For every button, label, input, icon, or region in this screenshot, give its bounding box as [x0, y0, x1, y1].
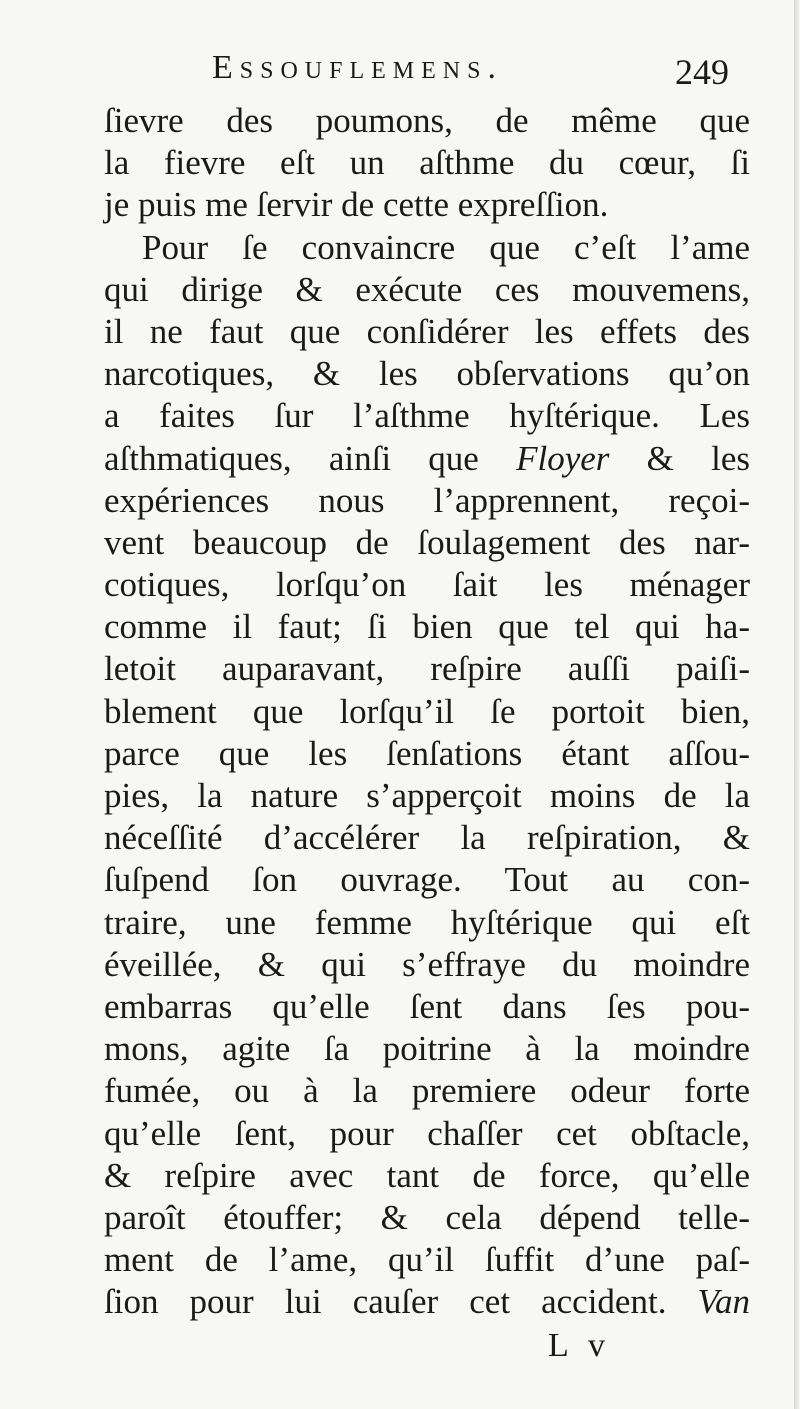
text-line: narcotiques, & les obſervations qu’on [104, 354, 750, 394]
text-line: la fievre eſt un aſthme du cœur, ſi [104, 143, 750, 183]
text-line: letoit auparavant, reſpire auſſi paiſi- [104, 649, 750, 689]
text-line: Pour ſe convaincre que c’eſt l’ame [142, 227, 750, 267]
catchword-signature: L v [548, 1327, 612, 1364]
text-line: ſuſpend ſon ouvrage. Tout au con- [104, 860, 750, 900]
text-line: éveillée, & qui s’effraye du moindre [104, 944, 750, 984]
text-line: expériences nous l’apprennent, reçoi- [104, 480, 750, 520]
text-line: traire, une femme hyſtérique qui eſt [104, 902, 750, 942]
text-line: vent beaucoup de ſoulagement des nar- [104, 522, 750, 562]
text-line: ment de l’ame, qu’il ſuffit d’une paſ- [104, 1240, 750, 1280]
italic-name: Floyer [516, 438, 610, 478]
text-line: ſion pour lui cauſer cet accident. Van [104, 1282, 750, 1322]
text-line: aſthmatiques, ainſi que Floyer & les [104, 438, 750, 478]
text-line: embarras qu’elle ſent dans ſes pou- [104, 986, 750, 1026]
text-line: blement que lorſqu’il ſe portoit bien, [104, 691, 750, 731]
page-edge-shadow [794, 0, 800, 1409]
text-line: néceſſité d’accélérer la reſpiration, & [104, 818, 750, 858]
text-line: qu’elle ſent, pour chaſſer cet obſtacle, [104, 1113, 750, 1153]
text-line: comme il faut; ſi bien que tel qui ha- [104, 607, 750, 647]
body-text [104, 100, 750, 1323]
page-number: 249 [675, 52, 729, 92]
text-line: pies, la nature s’apperçoit moins de la [104, 776, 750, 815]
running-head [0, 48, 800, 92]
text-line: mons, agite ſa poitrine à la moindre [104, 1029, 750, 1069]
text-line: il ne faut que conſidérer les effets des [104, 311, 750, 351]
text-line: a faites ſur l’aſthme hyſtérique. Les [104, 396, 750, 436]
text-line: qui dirige & exécute ces mouvemens, [104, 269, 750, 309]
running-title: Essouflemens. [212, 49, 503, 86]
text-line: je puis me ſervir de cette expreſſion. [104, 185, 609, 225]
text-line: parce que les ſenſations étant aſſou- [104, 733, 750, 773]
text-line: paroît étouffer; & cela dépend telle- [104, 1197, 750, 1237]
text-line: cotiques, lorſqu’on ſait les ménager [104, 565, 750, 605]
italic-name: Van [697, 1282, 750, 1322]
text-line: ſievre des poumons, de même que [104, 101, 750, 140]
text-line: & reſpire avec tant de force, qu’elle [104, 1155, 750, 1195]
text-line: fumée, ou à la premiere odeur forte [104, 1071, 750, 1111]
